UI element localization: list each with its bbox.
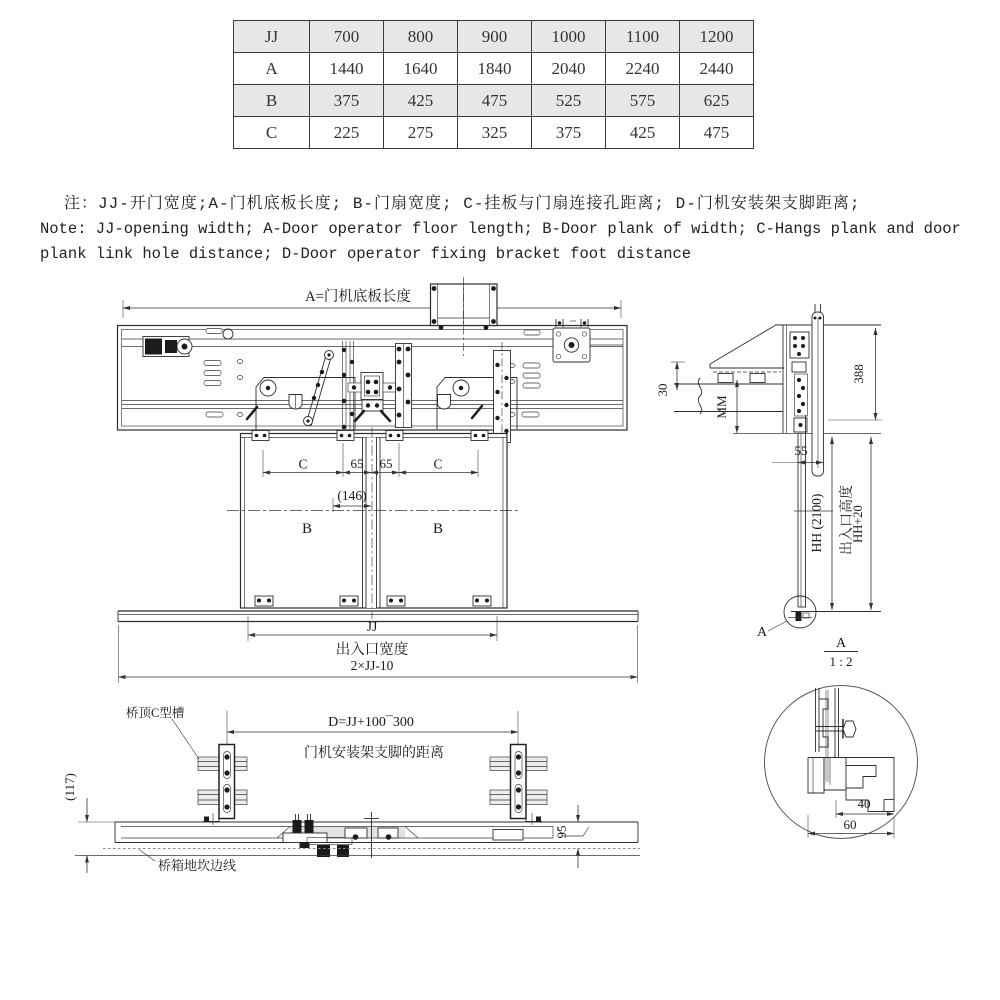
table-cell: 425 (384, 85, 458, 117)
table-cell: 375 (310, 85, 384, 117)
right-drive-arm (396, 344, 412, 428)
table-cell: 1640 (384, 53, 458, 85)
c-channel-label: 桥顶C型槽 (126, 706, 185, 720)
dim-55: 55 (794, 443, 808, 458)
dim-c-right: C (433, 456, 443, 472)
dim-117: (117) (62, 773, 77, 801)
table-cell: 275 (384, 117, 458, 149)
front-view (118, 277, 639, 683)
table-cell: 1100 (606, 21, 680, 53)
bracket-distance-label: 门机安装架支脚的距离 (304, 746, 444, 761)
table-cell: 375 (532, 117, 606, 149)
detail-view (765, 686, 918, 839)
section-scale: 1 : 2 (829, 654, 853, 669)
table-cell: 1440 (310, 53, 384, 85)
dim-30: 30 (655, 383, 670, 397)
table-cell: 525 (532, 85, 606, 117)
dim-d: D=JJ+100¯300 (328, 715, 414, 730)
table-cell: 1200 (680, 21, 754, 53)
sill (118, 611, 638, 622)
row-label: C (234, 117, 310, 149)
mounting-post-left (203, 745, 235, 826)
mounting-post-right (511, 745, 543, 826)
dim-c-left: C (298, 456, 308, 472)
detail-ref-letter: A (756, 625, 768, 640)
table-cell: 475 (458, 85, 532, 117)
table-cell: 2040 (532, 53, 606, 85)
table-cell: 575 (606, 85, 680, 117)
dim-388: 388 (851, 364, 866, 384)
dim-95: 95 (554, 825, 569, 839)
note-english-line2: plank link hole distance; D-Door operator fixing bracket foot distance (40, 245, 692, 263)
dim-mm: MM (714, 395, 729, 419)
side-view (655, 304, 882, 669)
table-cell: 425 (606, 117, 680, 149)
table-cell: 900 (458, 21, 532, 53)
row-label: B (234, 85, 310, 117)
table-cell: 475 (680, 117, 754, 149)
dim-60: 60 (843, 817, 857, 832)
label-b-right: B (432, 521, 444, 537)
door-panels (227, 427, 520, 619)
table-cell: 1840 (458, 53, 532, 85)
note-english-line1: Note: JJ-opening width; A-Door operator floor length; B-Door plank of width; C-Hangs plank and door (40, 220, 961, 238)
row-label: JJ (234, 21, 310, 53)
dim-hh: HH (2100) (809, 493, 824, 553)
table-cell: 2440 (680, 53, 754, 85)
table-cell: 1000 (532, 21, 606, 53)
sill-edge-label: 桥箱地坎边线 (158, 858, 237, 873)
table-cell: 625 (680, 85, 754, 117)
table-cell: 325 (458, 117, 532, 149)
table-cell: 800 (384, 21, 458, 53)
plan-view (62, 705, 640, 873)
note-chinese: 注：JJ-开门宽度;A-门机底板长度; B-门扇宽度; C-挂板与门扇连接孔距离; D-门机安装架支脚距离; (64, 195, 861, 213)
dim-65-left: 65 (350, 456, 364, 471)
dim-40: 40 (857, 796, 871, 811)
table-cell: 225 (310, 117, 384, 149)
dim-hh20: HH+20 (851, 505, 865, 543)
table-cell: 2240 (606, 53, 680, 85)
dim-total-width: 2×JJ-10 (350, 658, 394, 673)
label-b-left: B (301, 521, 313, 537)
dim-a-label: A=门机底板长度 (305, 289, 411, 305)
dim-146: (146) (337, 488, 367, 503)
entrance-height-label: 出入口高度 (840, 485, 855, 555)
table-cell: 700 (310, 21, 384, 53)
dim-65-right: 65 (379, 456, 393, 471)
dim-jj: JJ (366, 619, 378, 634)
c-channel-rails (198, 757, 547, 805)
entrance-width-label: 出入口宽度 (335, 642, 409, 658)
section-title: A (835, 636, 847, 651)
row-label: A (234, 53, 310, 85)
